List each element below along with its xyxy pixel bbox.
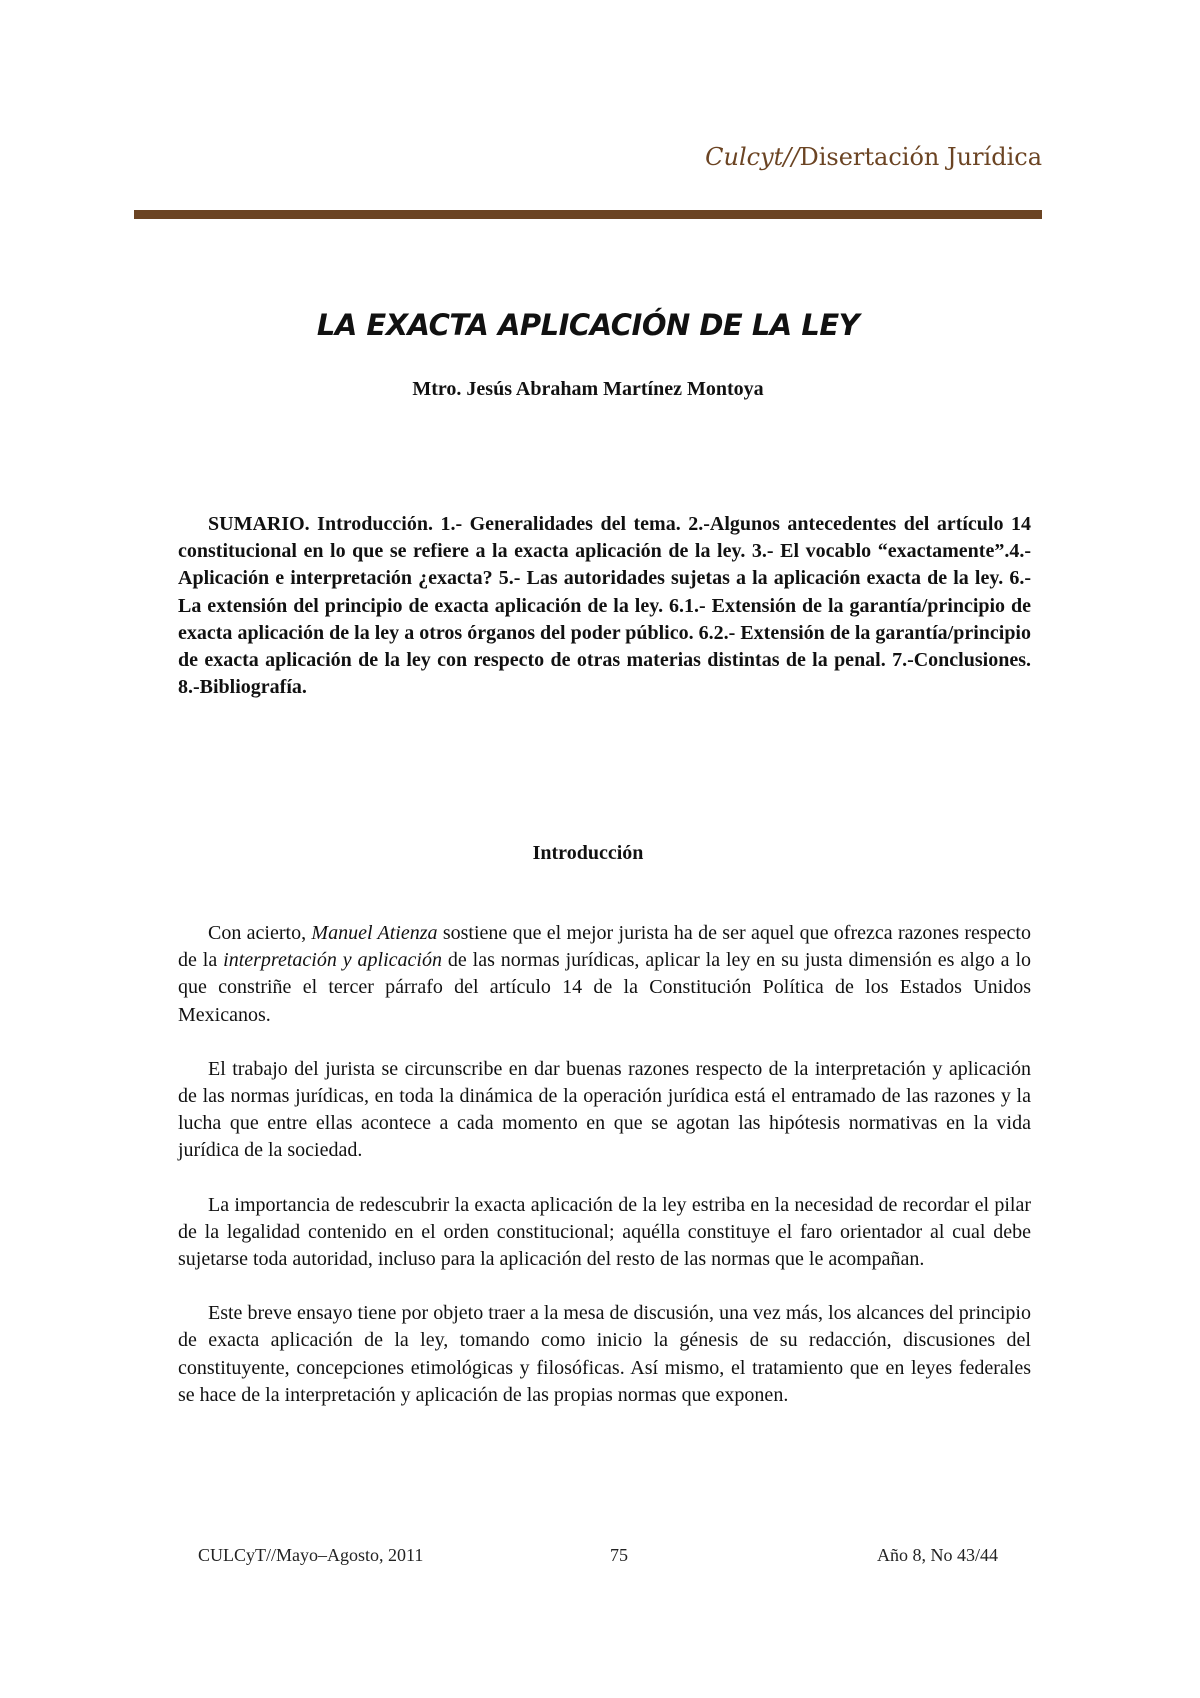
header-rule bbox=[134, 210, 1042, 219]
body-paragraph-1 bbox=[178, 920, 1031, 1029]
article-title: LA EXACTA APLICACIÓN DE LA LEY bbox=[316, 308, 860, 342]
body-paragraph-4: Este breve ensayo tiene por objeto traer a la mesa de discusión, una vez más, los alcances del principio de exacta aplicación de la ley, tomando como inicio la génesis de su redacción, discusiones del constituyente, concepciones etimológicas y filosóficas. Así mismo, el tratamiento que en leyes federales se hace de la interpretación y aplicación de las propias normas que exponen. bbox=[178, 1302, 1031, 1406]
section-name: Disertación Jurídica bbox=[799, 143, 1042, 171]
paragraph-1-text-end: de las normas jurídicas, aplicar la ley en su justa dimensión es algo a lo que constriñe el tercer párrafo del artículo 14 de la Constitución Política de los Estados Unidos Mexicanos. bbox=[178, 949, 1032, 1026]
body-paragraph-3: La importancia de redescubrir la exacta aplicación de la ley estriba en la necesidad de recordar el pilar de la legalidad contenido en el orden constitucional; aquélla constituye el faro orientador al cual debe sujetarse toda autoridad, incluso para la aplicación del resto de las normas que le acompañan. bbox=[178, 1193, 1031, 1271]
running-header bbox=[700, 143, 1042, 171]
body-paragraph-2: El trabajo del jurista se circunscribe en dar buenas razones respecto de la interpretación y aplicación de las normas jurídicas, en toda la dinámica de la operación jurídica está el entramado de las razones y la lucha que entre ellas acontece a cada momento en que se agotan las hipótesis normativas en la vida jurídica de la sociedad. bbox=[178, 1057, 1031, 1162]
journal-name: Culcyt// bbox=[705, 143, 800, 171]
author-name: Mtro. Jesús Abraham Martínez Montoya bbox=[412, 378, 764, 400]
sumario-paragraph: SUMARIO. Introducción. 1.- Generalidades del tema. 2.-Algunos antecedentes del artículo 14 constitucional en lo que se refiere a la exacta aplicación de la ley. 3.- El vocablo “exactamente”.4.- Aplicación e interpretación ¿exacta? 5.- Las autoridades sujetas a la aplicación exacta de la ley. 6.- La extensión del principio de exacta aplicación de la ley. 6.1.- Extensión de la garantía/principio de exacta aplicación de la ley a otros órganos del poder público. 6.2.- Extensión de la garantía/principio de exacta aplicación de la ley con respecto de otras materias distintas de la penal. 7.-Conclusiones. 8.-Bibliografía. bbox=[178, 513, 1031, 699]
article-body bbox=[178, 920, 1031, 1436]
footer-volume: Año 8, No 43/44 bbox=[877, 1545, 998, 1565]
paragraph-1-text-start: Con acierto, bbox=[208, 922, 312, 944]
emphasis-phrase: interpretación y aplicación bbox=[223, 949, 442, 972]
author-reference: Manuel Atienza bbox=[311, 922, 438, 944]
paragraph-1-text-mid: sostiene que el mejor jurista ha de ser aquel que ofrezca razones respecto de la bbox=[178, 922, 1031, 972]
introduction-heading: Introducción bbox=[532, 842, 644, 864]
footer-journal-issue: CULCyT//Mayo–Agosto, 2011 bbox=[198, 1545, 424, 1565]
page-number: 75 bbox=[610, 1545, 628, 1565]
